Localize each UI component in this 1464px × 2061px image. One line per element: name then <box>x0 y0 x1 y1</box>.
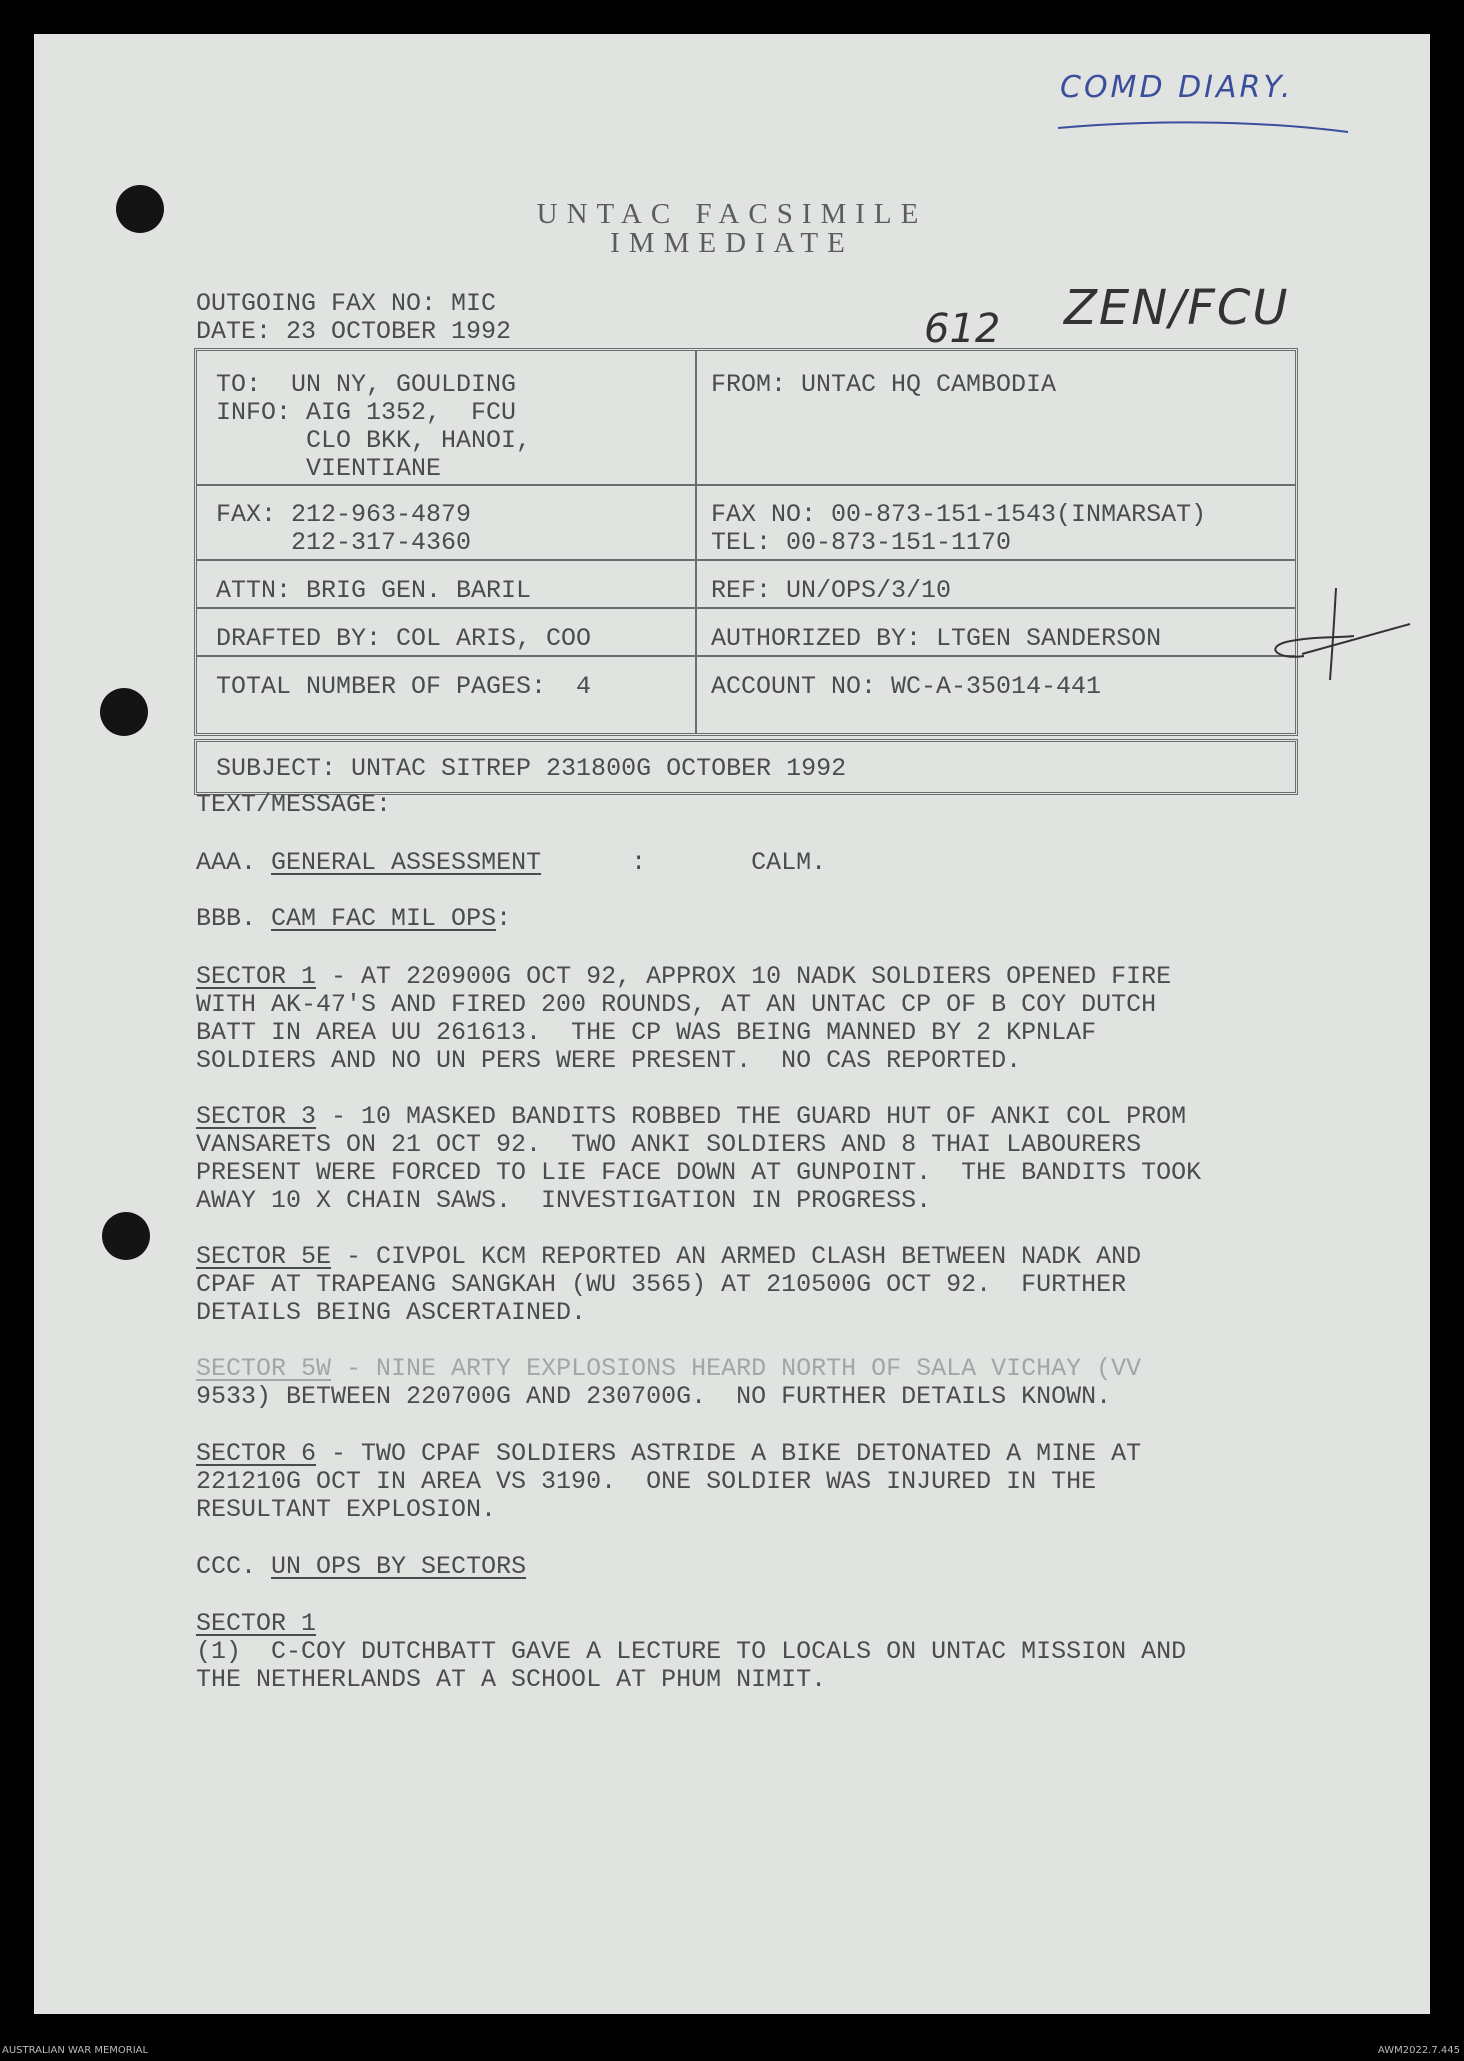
footer-left: AUSTRALIAN WAR MEMORIAL <box>2 2045 149 2056</box>
info-field: CLO BKK, HANOI, <box>216 426 532 455</box>
table-divider <box>695 350 697 734</box>
handwritten-routing: ZEN/FCU <box>1064 280 1290 336</box>
info-field: INFO: AIG 1352, FCU <box>216 398 517 427</box>
sector-6-report: SECTOR 6 - TWO CPAF SOLDIERS ASTRIDE A BIKE DETONATED A MINE AT 221210G OCT IN AREA VS 3190. ONE SOLDIER WAS INJURED IN THE RESULTANT EXPLOSION. <box>196 1439 1142 1524</box>
text-message-label: TEXT/MESSAGE: <box>196 790 392 819</box>
from-field: FROM: UNTAC HQ CAMBODIA <box>711 370 1057 399</box>
table-divider <box>197 655 1295 657</box>
table-divider <box>197 484 1295 486</box>
handwritten-underline <box>1056 114 1356 144</box>
attn-field: ATTN: BRIG GEN. BARIL <box>216 576 532 605</box>
section-bbb: BBB. CAM FAC MIL OPS: <box>196 904 512 933</box>
drafted-by-field: DRAFTED BY: COL ARIS, COO <box>216 624 592 653</box>
tel-field: TEL: 00-873-151-1170 <box>711 528 1012 557</box>
punch-hole <box>102 1212 150 1260</box>
sector-5e-report: SECTOR 5E - CIVPOL KCM REPORTED AN ARMED CLASH BETWEEN NADK AND CPAF AT TRAPEANG SANGKAH (WU 3565) AT 210500G OCT 92. FURTHER DETAILS BEING ASCERTAINED. <box>196 1242 1142 1327</box>
table-divider <box>197 559 1295 561</box>
ref-field: REF: UN/OPS/3/10 <box>711 576 952 605</box>
handwritten-note-top: COMD DIARY. <box>1060 70 1294 105</box>
fax-date: DATE: 23 OCTOBER 1992 <box>196 317 512 346</box>
fax-field: 212-317-4360 <box>216 528 472 557</box>
subject-field: SUBJECT: UNTAC SITREP 231800G OCTOBER 1992 <box>216 754 847 783</box>
account-no-field: ACCOUNT NO: WC-A-35014-441 <box>711 672 1102 701</box>
fax-priority: IMMEDIATE <box>610 227 854 259</box>
table-divider <box>197 607 1295 609</box>
fax-no-field: FAX NO: 00-873-151-1543(INMARSAT) <box>711 500 1207 529</box>
total-pages-field: TOTAL NUMBER OF PAGES: 4 <box>216 672 592 701</box>
fax-title: UNTAC FACSIMILE <box>536 198 928 230</box>
section-ccc: CCC. UN OPS BY SECTORS <box>196 1552 527 1581</box>
section-aaa: AAA. GENERAL ASSESSMENT : CALM. <box>196 848 827 877</box>
document-page <box>34 34 1430 2014</box>
sector-1-report: SECTOR 1 - AT 220900G OCT 92, APPROX 10 NADK SOLDIERS OPENED FIRE WITH AK-47'S AND FIRED 200 ROUNDS, AT AN UNTAC CP OF B COY DUTCH BATT IN AREA UU 261613. THE CP WAS BEING MANNED BY 2 KPNLAF SOLDIERS AND NO UN PERS WERE PRESENT. NO CAS REPORTED. <box>196 962 1172 1075</box>
sector-5w-report: SECTOR 5W - NINE ARTY EXPLOSIONS HEARD NORTH OF SALA VICHAY (VV 9533) BETWEEN 220700G AND 230700G. NO FURTHER DETAILS KNOWN. <box>196 1354 1142 1411</box>
handwritten-number: 612 <box>924 306 1001 352</box>
punch-hole <box>100 688 148 736</box>
outgoing-fax-no: OUTGOING FAX NO: MIC <box>196 289 497 318</box>
fax-field: FAX: 212-963-4879 <box>216 500 472 529</box>
handwritten-initials <box>1244 584 1414 684</box>
info-field: VIENTIANE <box>216 454 442 483</box>
footer-right: AWM2022.7.445 <box>1377 2045 1460 2056</box>
to-field: TO: UN NY, GOULDING <box>216 370 517 399</box>
sector-3-report: SECTOR 3 - 10 MASKED BANDITS ROBBED THE GUARD HUT OF ANKI COL PROM VANSARETS ON 21 OCT 92. TWO ANKI SOLDIERS AND 8 THAI LABOURERS PRESENT WERE FORCED TO LIE FACE DOWN AT GUNPOINT. THE BANDITS TOOK AWAY 10 X CHAIN SAWS. INVESTIGATION IN PROGRESS. <box>196 1102 1202 1215</box>
un-ops-sector-1: SECTOR 1 (1) C-COY DUTCHBATT GAVE A LECTURE TO LOCALS ON UNTAC MISSION AND THE NETHERLANDS AT A SCHOOL AT PHUM NIMIT. <box>196 1609 1187 1694</box>
authorized-by-field: AUTHORIZED BY: LTGEN SANDERSON <box>711 624 1162 653</box>
